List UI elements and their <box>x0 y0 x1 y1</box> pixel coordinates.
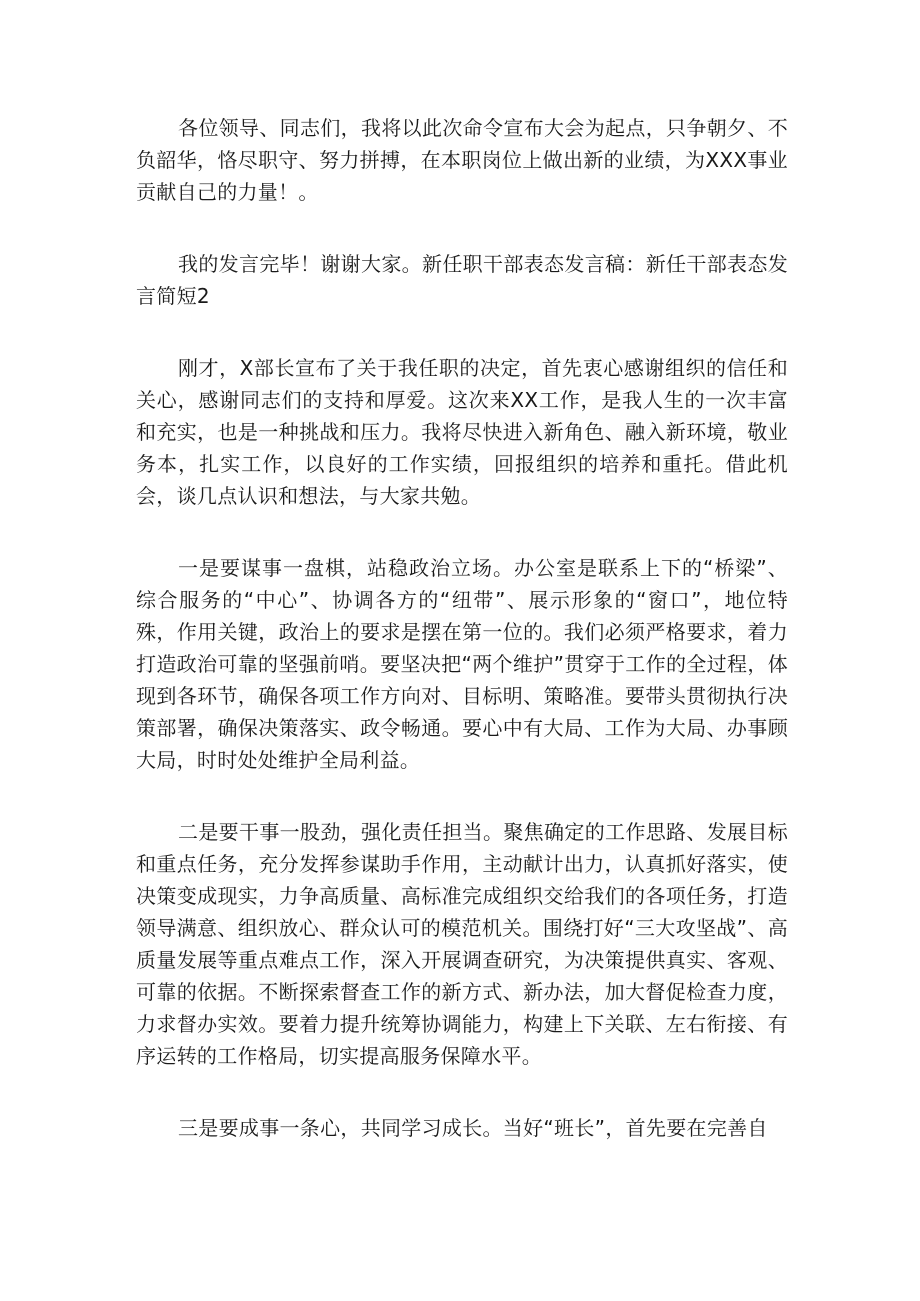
paragraph-point-three: 三是要成事一条心，共同学习成长。当好“班长”，首先要在完善自 <box>178 1116 768 1140</box>
paragraph-point-one: 一是要谋事一盘棋，站稳政治立场。办公室是联系上下的“桥梁”、综合服务的“中心”、协调各方的“纽带”、展示形象的“窗口”，地位特殊，作用关键，政治上的要求是摆在第一位的。我们必须严格要求，着力打造政治可靠的坚强前哨。要坚决把“两个维护”贯穿于工作的全过程，体现到各环节，确保各项工作方向对、目标明、策略准。要带头贯彻执行决策部署，确保决策落实、政令畅通。要心中有大局、工作为大局、办事顾大局，时时处处维护全局利益。 <box>136 556 788 772</box>
paragraph-point-two: 二是要干事一股劲，强化责任担当。聚焦确定的工作思路、发展目标和重点任务，充分发挥参谋助手作用，主动献计出力，认真抓好落实，使决策变成现实，力争高质量、高标准完成组织交给我们的各项任务，打造领导满意、组织放心、群众认可的模范机关。围绕打好“三大攻坚战”、高质量发展等重点难点工作，深入开展调查研究，为决策提供真实、客观、可靠的依据。不断探索督查工作的新方式、新办法，加大督促检查力度，力求督办实效。要着力提升统筹协调能力，构建上下关联、左右衔接、有序运转的工作格局，切实提高服务保障水平。 <box>136 820 788 1068</box>
document-body <box>136 112 788 1184</box>
paragraph-speech-end: 我的发言完毕！谢谢大家。新任职干部表态发言稿：新任干部表态发言简短2 <box>136 252 788 308</box>
paragraph-closing-remarks: 各位领导、同志们，我将以此次命令宣布大会为起点，只争朝夕、不负韶华，恪尽职守、努力拼搏，在本职岗位上做出新的业绩，为XXX事业贡献自己的力量！。 <box>136 116 788 204</box>
paragraph-opening: 刚才，X部长宣布了关于我任职的决定，首先衷心感谢组织的信任和关心，感谢同志们的支持和厚爱。这次来XX工作，是我人生的一次丰富和充实，也是一种挑战和压力。我将尽快进入新角色、融入新环境，敬业务本，扎实工作，以良好的工作实绩，回报组织的培养和重托。借此机会，谈几点认识和想法，与大家共勉。 <box>136 356 788 508</box>
